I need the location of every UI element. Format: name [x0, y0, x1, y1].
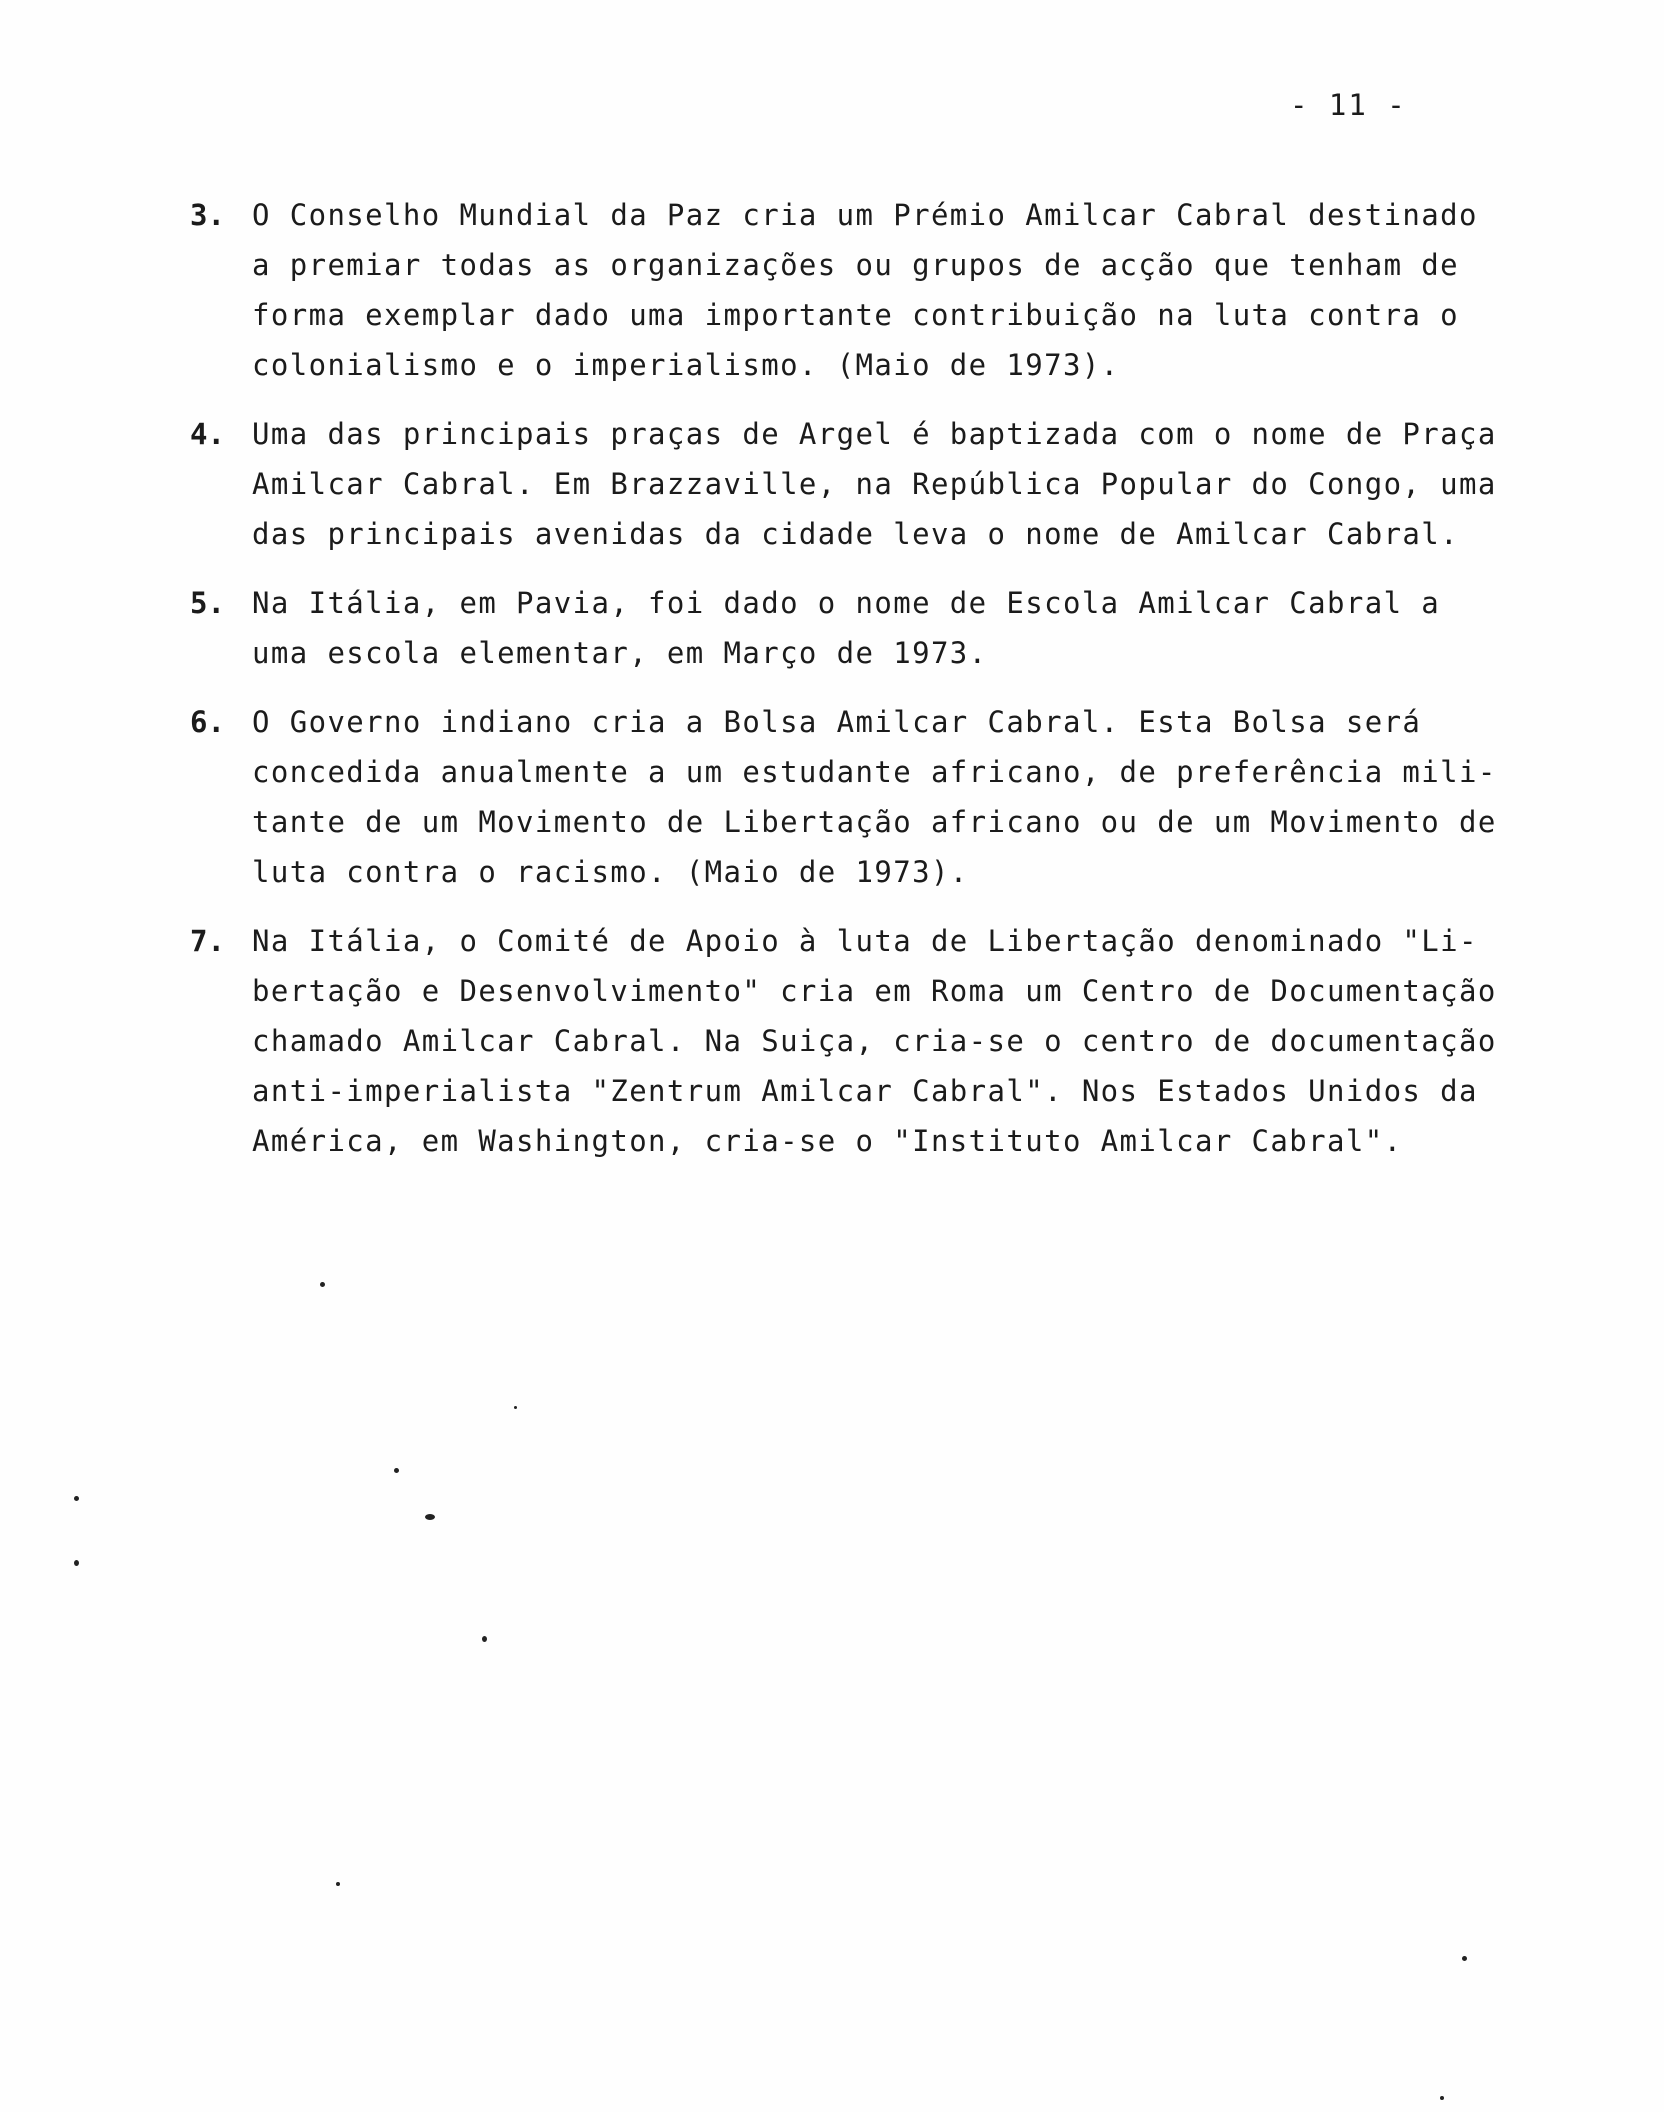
scan-speck [1440, 2096, 1444, 2100]
scan-speck [336, 1882, 340, 1886]
item-text-line: Na Itália, em Pavia, foi dado o nome de Escola Amilcar Cabral a [252, 586, 1441, 620]
item-number: 6. [190, 705, 225, 739]
item-text-line: tante de um Movimento de Libertação africano ou de um Movimento de [252, 805, 1497, 839]
page-number: - 11 - [1290, 88, 1407, 122]
scan-speck [1462, 1956, 1467, 1961]
item-text-line: luta contra o racismo. (Maio de 1973). [252, 855, 969, 889]
numbered-list [190, 190, 1560, 1185]
item-text-line: das principais avenidas da cidade leva o nome de Amilcar Cabral. [252, 517, 1460, 551]
item-text-line: colonialismo e o imperialismo. (Maio de 1973). [252, 348, 1120, 382]
list-item [190, 697, 1560, 897]
item-text-line: a premiar todas as organizações ou grupos de acção que tenham de [252, 248, 1460, 282]
item-text-line: uma escola elementar, em Março de 1973. [252, 636, 988, 670]
item-text-line: O Conselho Mundial da Paz cria um Prémio Amilcar Cabral destinado [252, 198, 1478, 232]
scan-speck [482, 1636, 487, 1642]
item-text-line: anti-imperialista "Zentrum Amilcar Cabral". Nos Estados Unidos da [252, 1074, 1478, 1108]
item-number: 7. [190, 924, 225, 958]
item-text-line: Uma das principais praças de Argel é baptizada com o nome de Praça [252, 417, 1497, 451]
scan-speck [74, 1560, 79, 1566]
scan-speck [394, 1468, 399, 1473]
item-number: 5. [190, 586, 225, 620]
item-text-line: O Governo indiano cria a Bolsa Amilcar Cabral. Esta Bolsa será [252, 705, 1422, 739]
list-item [190, 916, 1560, 1166]
item-text-line: América, em Washington, cria-se o "Instituto Amilcar Cabral". [252, 1124, 1403, 1158]
item-number: 3. [190, 198, 225, 232]
list-item [190, 409, 1560, 559]
item-number: 4. [190, 417, 225, 451]
item-text-line: concedida anualmente a um estudante africano, de preferência mili- [252, 755, 1497, 789]
item-text-line: forma exemplar dado uma importante contribuição na luta contra o [252, 298, 1460, 332]
scan-speck [425, 1514, 435, 1520]
scan-speck [320, 1282, 325, 1287]
item-text-line: Na Itália, o Comité de Apoio à luta de Libertação denominado "Li- [252, 924, 1478, 958]
item-text-line: bertação e Desenvolvimento" cria em Roma um Centro de Documentação [252, 974, 1497, 1008]
scan-speck [74, 1496, 79, 1501]
list-item [190, 578, 1560, 678]
item-text-line: Amilcar Cabral. Em Brazzaville, na República Popular do Congo, uma [252, 467, 1497, 501]
list-item [190, 190, 1560, 390]
scan-speck [514, 1406, 517, 1409]
item-text-line: chamado Amilcar Cabral. Na Suiça, cria-se o centro de documentação [252, 1024, 1497, 1058]
